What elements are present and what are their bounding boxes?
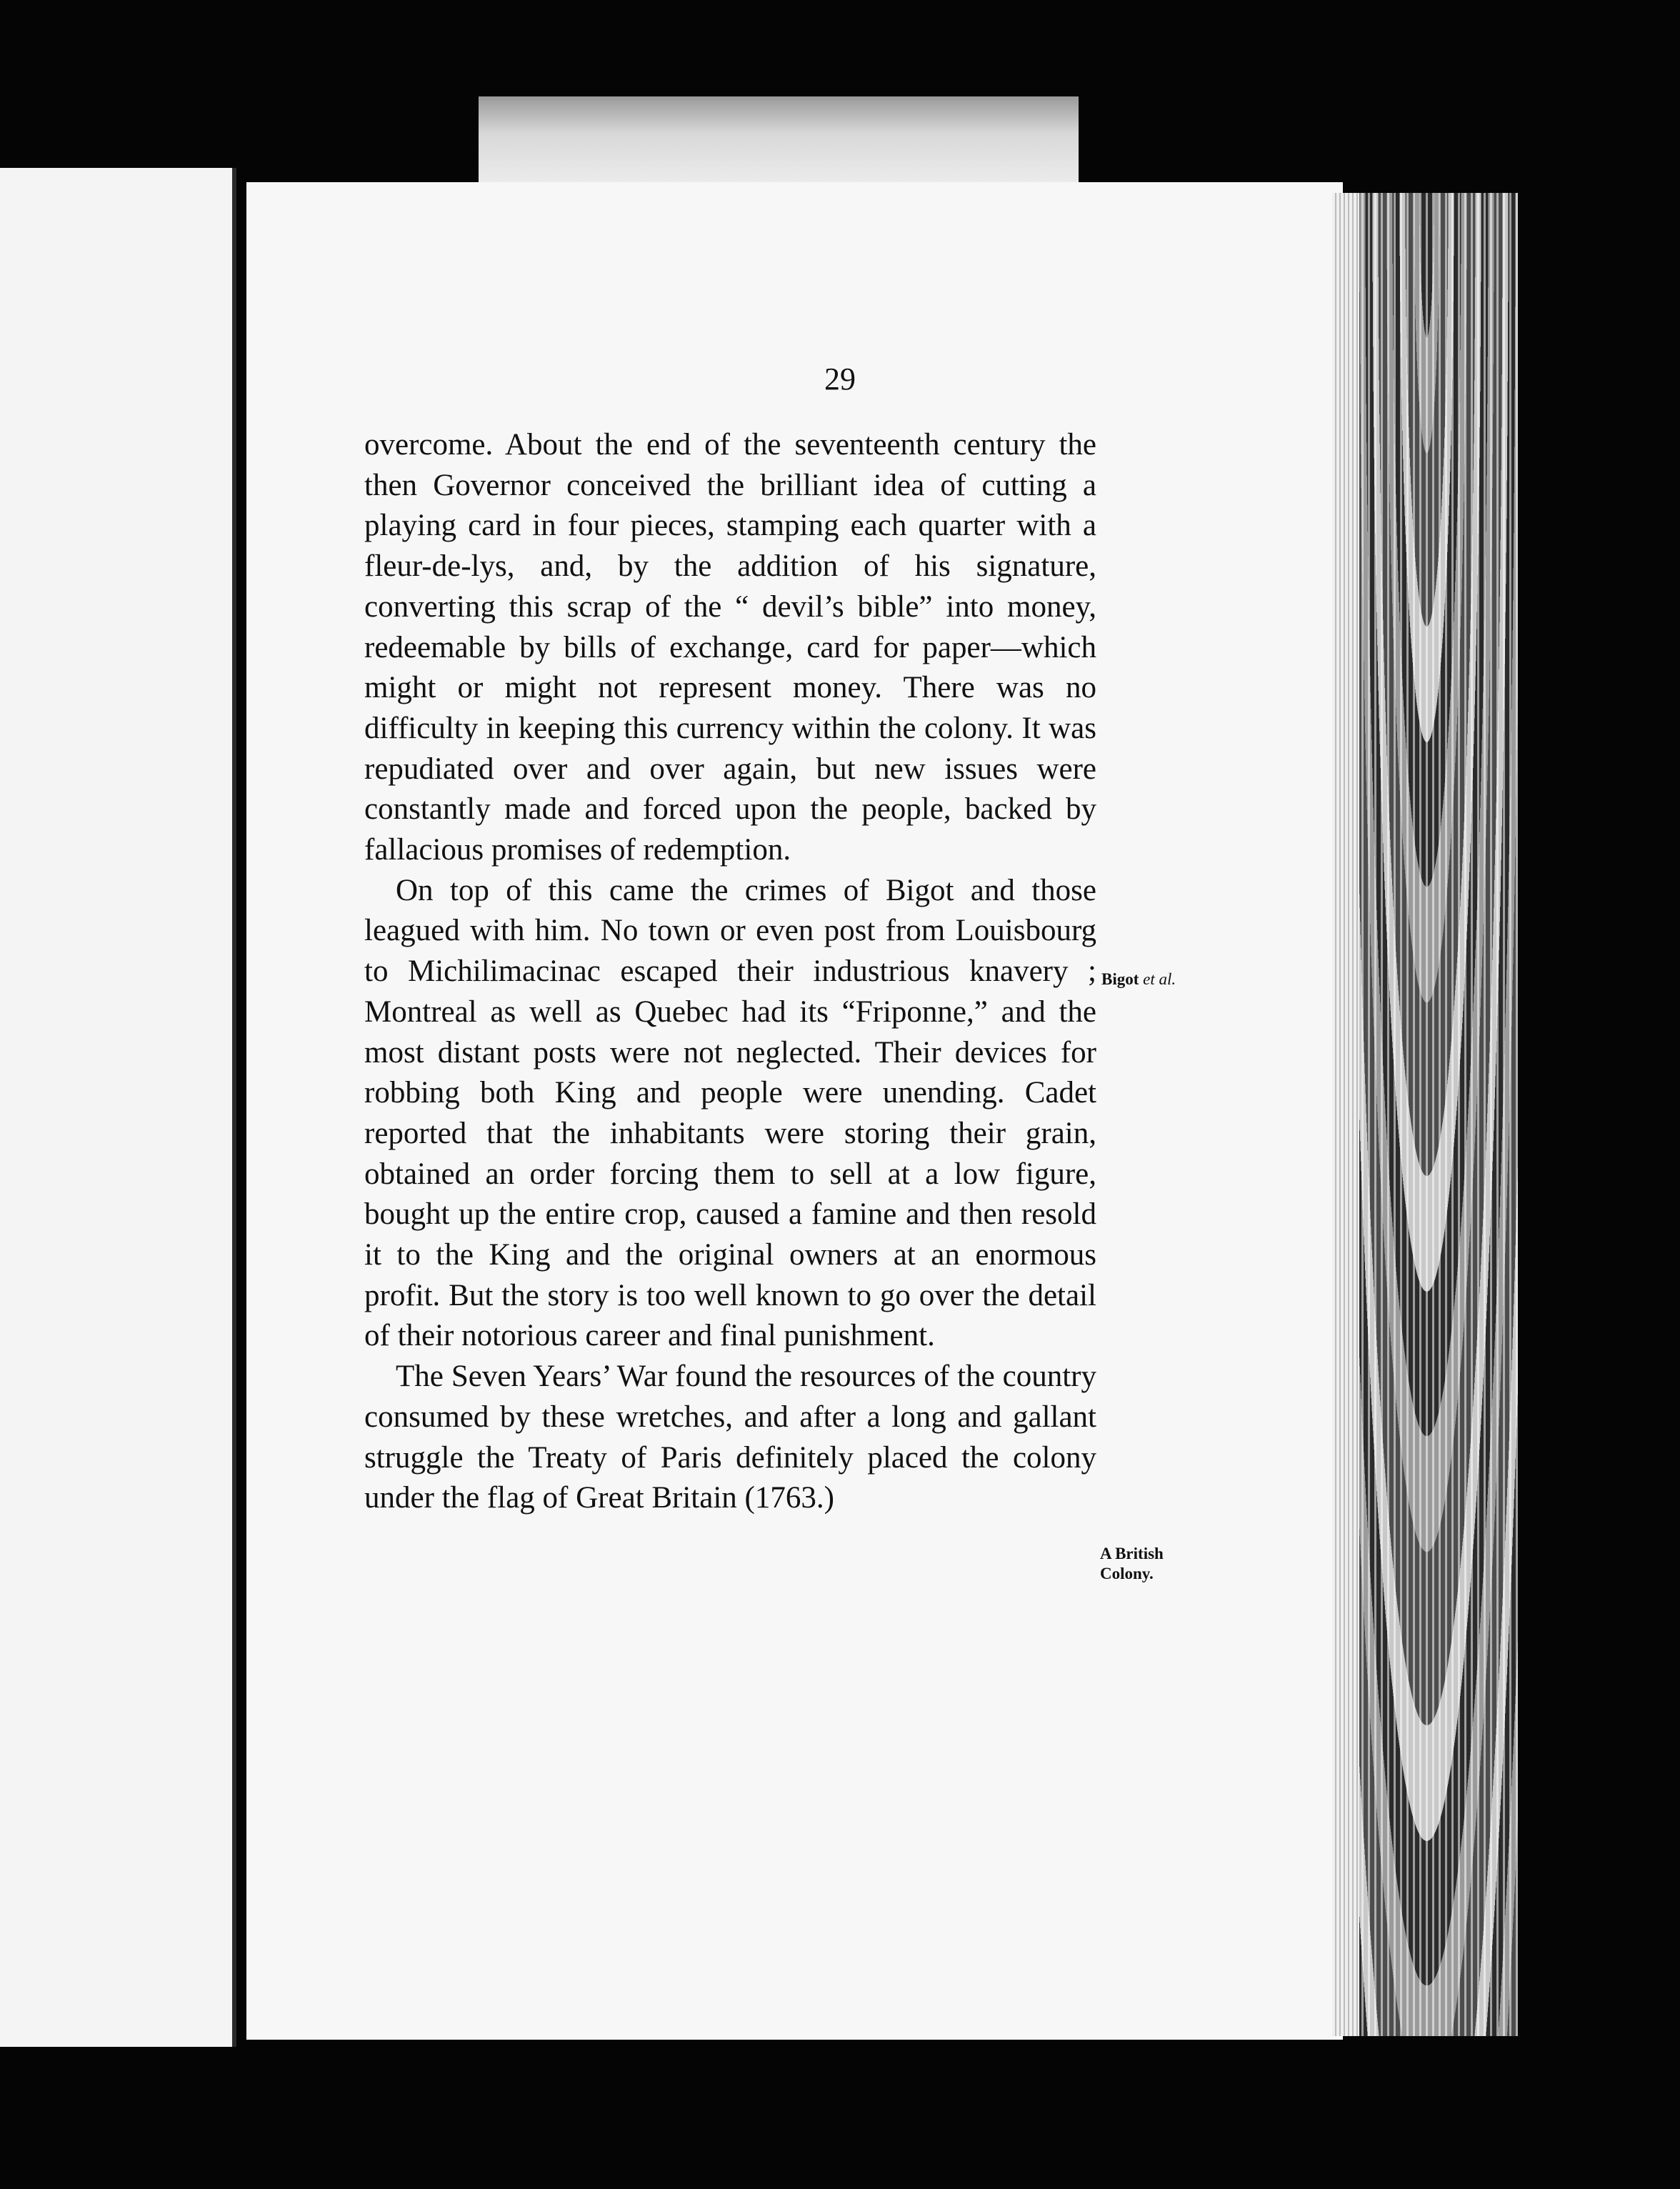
paper-tab [479,96,1079,189]
sidenote-british-colony: A British Colony. [1100,1545,1164,1582]
paragraph-2: On top of this came the crimes of Bigot and those leagued with him. No town or even post from Louisbourg to Michilimacinac escaped their industrious knavery ; Montreal as well as Quebec had its “Friponne,” and the most distant posts were not neglected. Their devices for robbing both King and people were unending. Cadet reported that the inhabitants were storing their grain, obtained an order forcing them to sell at a low figure, bought up the entire crop, caused a famine and then resold it to the King and the original owners at an enormous profit. But the story is too well known to go over the detail of their notorious career and final punishment. [364,873,1096,1353]
paragraph-1: overcome. About the end of the seventeenth century the then Governor conceived the brilliant idea of cutting a playing card in four pieces, stamping each quarter with a fleur-de-lys, and, by the addition of his signature, converting this scrap of the “ devil’s bible” into money, redeemable by bills of exchange, card for paper—which might or might not represent money. There was no difficulty in keeping this currency within the colony. It was repudiated over and over again, but new issues were constantly made and forced upon the people, backed by fallacious promises of redemption. [364,428,1096,867]
sidenote-bigot [1101,969,1176,989]
page-edges [1332,193,1359,2036]
sidenote-bigot-name: Bigot [1101,970,1139,988]
sidenote-bigot-suffix: et al. [1143,970,1176,988]
paragraph-3: The Seven Years’ War found the resources of the country consumed by these wretches, and after a long and gallant struggle the Treaty of Paris definitely placed the colony under the flag of Great Britain (1763.) [364,1360,1096,1515]
body-text [364,425,1096,1519]
page-number: 29 [824,361,856,397]
facing-page-edge [0,168,236,2047]
marbled-fore-edge [1336,193,1518,2036]
